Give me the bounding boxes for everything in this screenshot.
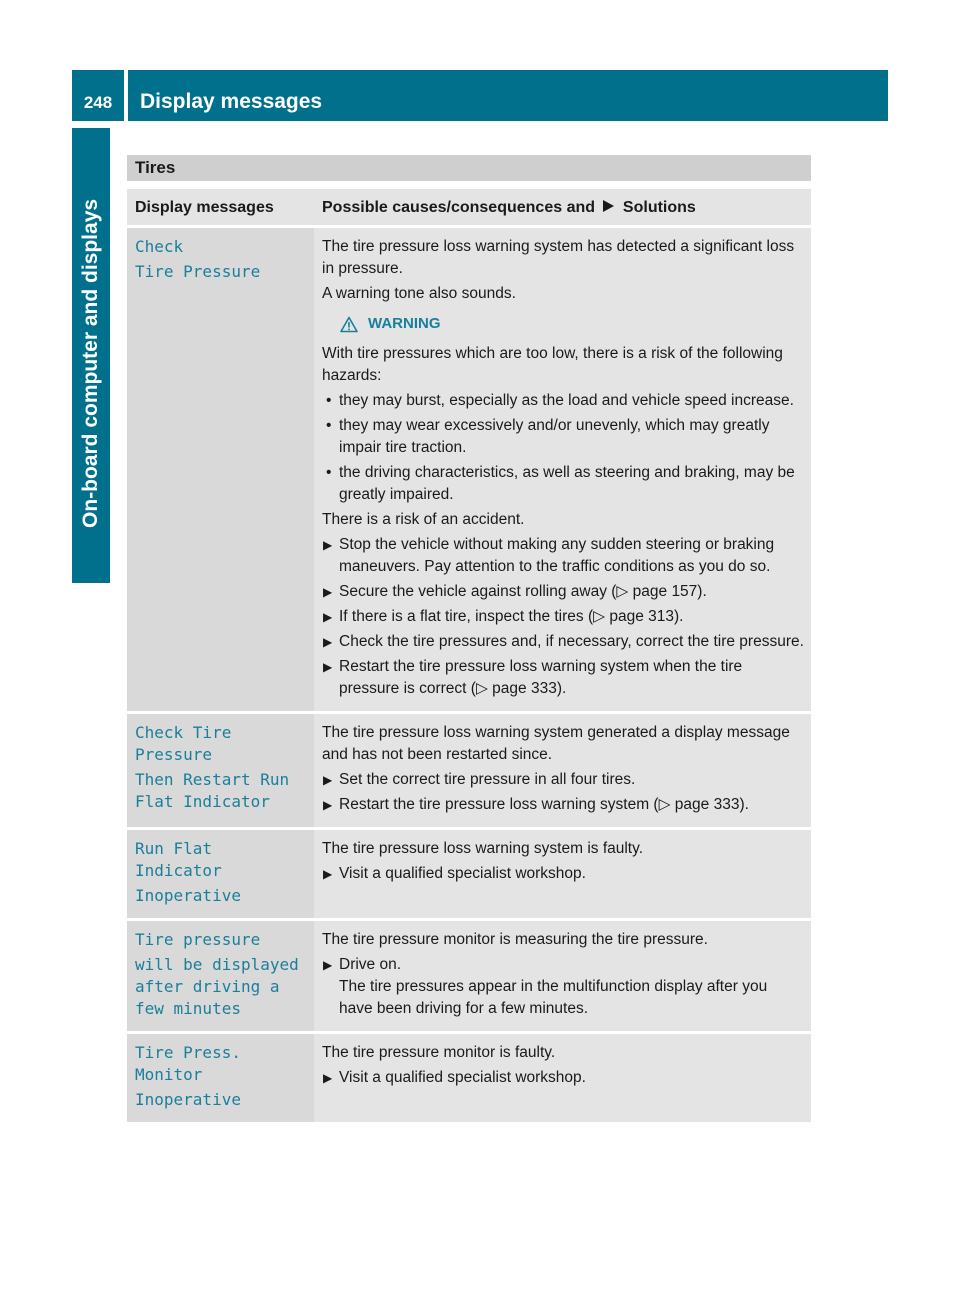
solution-cell xyxy=(314,920,811,1033)
solution-step xyxy=(322,581,805,603)
solution-step xyxy=(322,794,805,816)
solution-step xyxy=(322,769,805,791)
messages-table xyxy=(127,189,811,1125)
solution-cell xyxy=(314,1033,811,1124)
page-title: Display messages xyxy=(128,70,888,121)
display-message: Tire Press. Monitor xyxy=(135,1043,241,1084)
solution-step xyxy=(322,656,805,700)
cause-text: The tire pressure monitor is measuring the tire pressure. xyxy=(322,931,708,948)
step-text: If there is a flat tire, inspect the tires (▷ page 313). xyxy=(339,608,684,625)
message-cell xyxy=(127,713,314,829)
column-header-solutions xyxy=(314,189,811,227)
table-row xyxy=(127,1033,811,1124)
step-text: Drive on. xyxy=(339,956,402,973)
table-row xyxy=(127,920,811,1033)
display-message: Then Restart Run Flat Indicator xyxy=(135,770,290,811)
display-message: Check Tire Pressure xyxy=(135,723,232,764)
solution-cell xyxy=(314,227,811,713)
step-arrow-icon: ▶ xyxy=(323,585,333,599)
display-message: will be displayed after driving a few minutes xyxy=(135,955,299,1018)
step-arrow-icon: ▶ xyxy=(323,773,333,787)
display-message: Tire Pressure xyxy=(135,262,261,281)
warning-label: WARNING xyxy=(368,315,441,332)
table-row xyxy=(127,829,811,920)
message-cell xyxy=(127,1033,314,1124)
display-message: Check xyxy=(135,237,184,256)
solution-step xyxy=(322,1067,805,1089)
solution-step xyxy=(322,631,805,653)
side-tab-label: On-board computer and displays xyxy=(79,198,102,528)
step-arrow-icon: ▶ xyxy=(323,538,333,552)
section-title: Tires xyxy=(127,155,811,181)
solution-step xyxy=(322,954,805,1020)
solution-step xyxy=(322,863,805,885)
table-row xyxy=(127,713,811,829)
step-text: Secure the vehicle against rolling away (▷ page 157). xyxy=(339,583,707,600)
step-text: Visit a qualified specialist workshop. xyxy=(339,1069,586,1086)
step-text: Restart the tire pressure loss warning system (▷ page 333). xyxy=(339,796,749,813)
display-message: Inoperative xyxy=(135,886,241,905)
step-note: The tire pressures appear in the multifunction display after you have been driving for a few minutes. xyxy=(339,978,768,1017)
step-arrow-icon: ▶ xyxy=(323,867,333,881)
display-message: Inoperative xyxy=(135,1090,241,1109)
hazard-bullet: • the driving characteristics, as well as steering and braking, may be greatly impaired. xyxy=(322,462,805,506)
cause-text: The tire pressure monitor is faulty. xyxy=(322,1044,556,1061)
step-arrow-icon: ▶ xyxy=(323,1071,333,1085)
step-arrow-icon: ▶ xyxy=(323,610,333,624)
warning-triangle-icon xyxy=(340,316,358,333)
step-arrow-icon: ▶ xyxy=(323,635,333,649)
solution-cell xyxy=(314,713,811,829)
message-cell xyxy=(127,920,314,1033)
display-message: Tire pressure xyxy=(135,930,261,949)
cause-text: The tire pressure loss warning system is faulty. xyxy=(322,840,644,857)
solution-step xyxy=(322,606,805,628)
step-arrow-icon: ▶ xyxy=(323,660,333,674)
table-row xyxy=(127,227,811,713)
step-text: Check the tire pressures and, if necessary, correct the tire pressure. xyxy=(339,633,804,650)
cause-text: A warning tone also sounds. xyxy=(322,285,516,302)
column-header-messages: Display messages xyxy=(127,189,314,227)
cause-text: The tire pressure loss warning system generated a display message and has not been restarted since. xyxy=(322,724,790,763)
play-arrow-icon xyxy=(602,199,615,213)
hazard-bullet: • they may burst, especially as the load and vehicle speed increase. xyxy=(322,390,805,412)
solution-step xyxy=(322,534,805,578)
page-number: 248 xyxy=(72,70,124,121)
step-arrow-icon: ▶ xyxy=(323,958,333,972)
warning-heading xyxy=(340,313,805,335)
solution-cell xyxy=(314,829,811,920)
display-message: Run Flat Indicator xyxy=(135,839,222,880)
message-cell xyxy=(127,227,314,713)
step-text: Stop the vehicle without making any sudden steering or braking maneuvers. Pay attention to the traffic conditions as you do so. xyxy=(339,536,775,575)
risk-text: There is a risk of an accident. xyxy=(322,511,525,528)
step-text: Set the correct tire pressure in all four tires. xyxy=(339,771,636,788)
cause-text: The tire pressure loss warning system has detected a significant loss in pressure. xyxy=(322,238,795,277)
step-text: Restart the tire pressure loss warning system when the tire pressure is correct (▷ page 333). xyxy=(339,658,743,697)
step-arrow-icon: ▶ xyxy=(323,798,333,812)
warning-text: With tire pressures which are too low, there is a risk of the following hazards: xyxy=(322,345,783,384)
column-header-solutions-post: Solutions xyxy=(622,199,696,216)
message-cell xyxy=(127,829,314,920)
step-text: Visit a qualified specialist workshop. xyxy=(339,865,586,882)
column-header-solutions-pre: Possible causes/consequences and xyxy=(322,199,596,216)
hazard-bullet: • they may wear excessively and/or unevenly, which may greatly impair tire traction. xyxy=(322,415,805,459)
